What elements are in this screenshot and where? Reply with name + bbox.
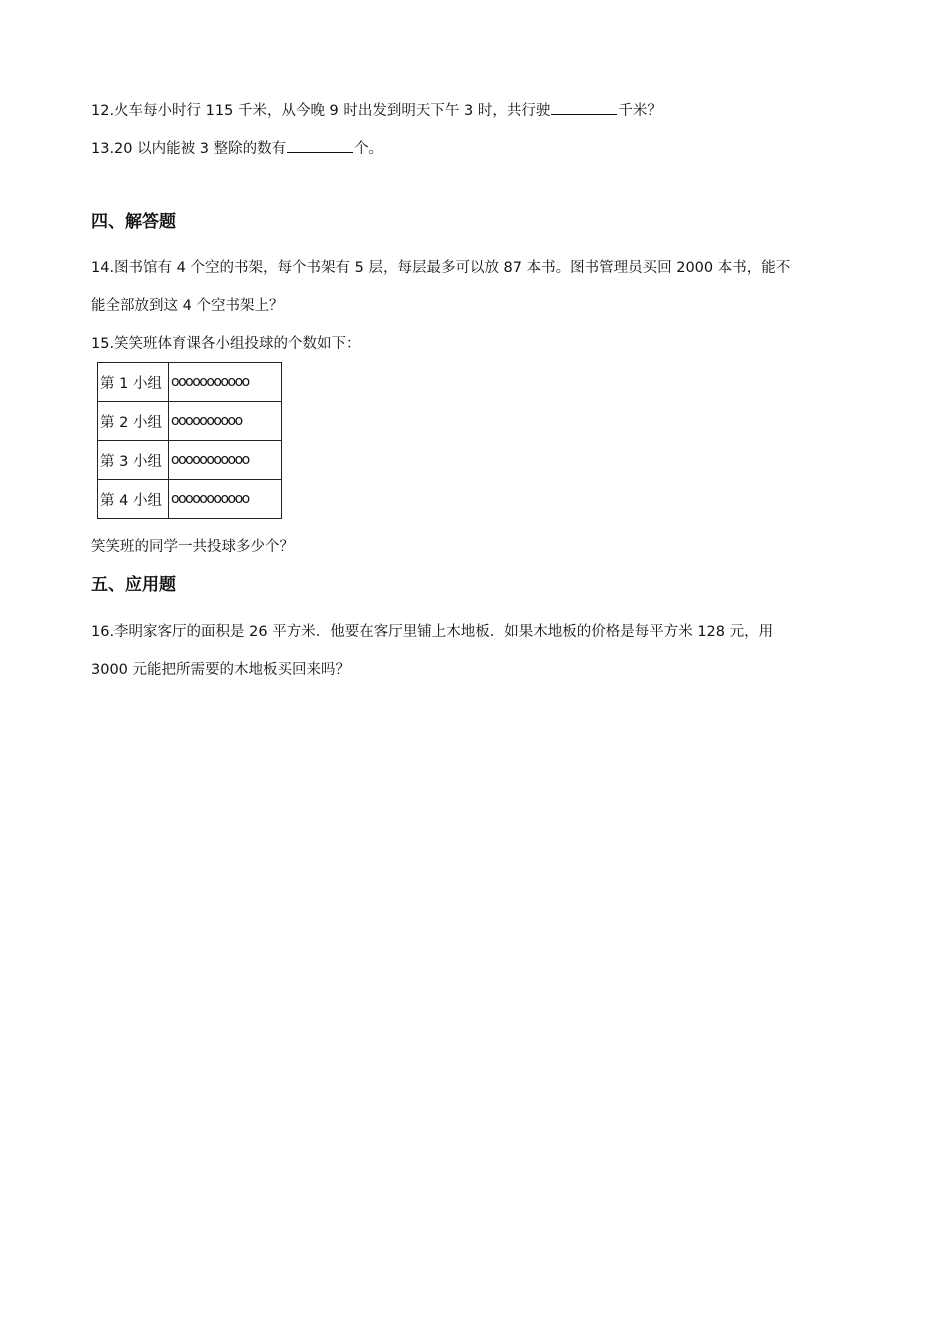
table-row <box>98 363 282 402</box>
table-row <box>98 441 282 480</box>
table-row <box>98 402 282 441</box>
ball-marks: ooooooooooo <box>169 480 282 519</box>
group-label: 第 2 小组 <box>98 402 169 441</box>
question-16-line-1: 16.李明家客厅的面积是 26 平方米．他要在客厅里铺上木地板．如果木地板的价格是每平方米 128 元，用 <box>91 624 774 640</box>
section-heading-4: 四、解答题 <box>91 212 176 232</box>
group-label: 第 3 小组 <box>98 441 169 480</box>
group-label: 第 4 小组 <box>98 480 169 519</box>
question-14-line-2: 能全部放到这 4 个空书架上？ <box>91 298 284 314</box>
question-12-text: 12.火车每小时行 115 千米，从今晚 9 时出发到明天下午 3 时，共行驶 <box>91 103 551 119</box>
ball-marks: oooooooooo <box>169 402 282 441</box>
question-13-text: 13.20 以内能被 3 整除的数有 <box>91 141 287 157</box>
table-row <box>98 480 282 519</box>
question-15-question: 笑笑班的同学一共投球多少个？ <box>91 539 294 555</box>
group-label: 第 1 小组 <box>98 363 169 402</box>
question-16-line-2: 3000 元能把所需要的木地板买回来吗？ <box>91 662 351 678</box>
ball-marks: ooooooooooo <box>169 363 282 402</box>
answer-blank-12[interactable] <box>551 100 617 115</box>
answer-blank-13[interactable] <box>287 138 353 153</box>
ball-count-table <box>97 362 282 519</box>
question-14-line-1: 14.图书馆有 4 个空的书架，每个书架有 5 层，每层最多可以放 87 本书。图书管理员买回 2000 本书，能不 <box>91 260 791 276</box>
question-13 <box>91 138 383 159</box>
ball-marks: ooooooooooo <box>169 441 282 480</box>
question-13-unit: 个。 <box>354 141 384 157</box>
section-heading-5: 五、应用题 <box>91 575 176 595</box>
question-15-intro: 15.笑笑班体育课各小组投球的个数如下： <box>91 336 361 352</box>
question-12-unit: 千米？ <box>618 103 662 119</box>
question-12 <box>91 100 662 121</box>
